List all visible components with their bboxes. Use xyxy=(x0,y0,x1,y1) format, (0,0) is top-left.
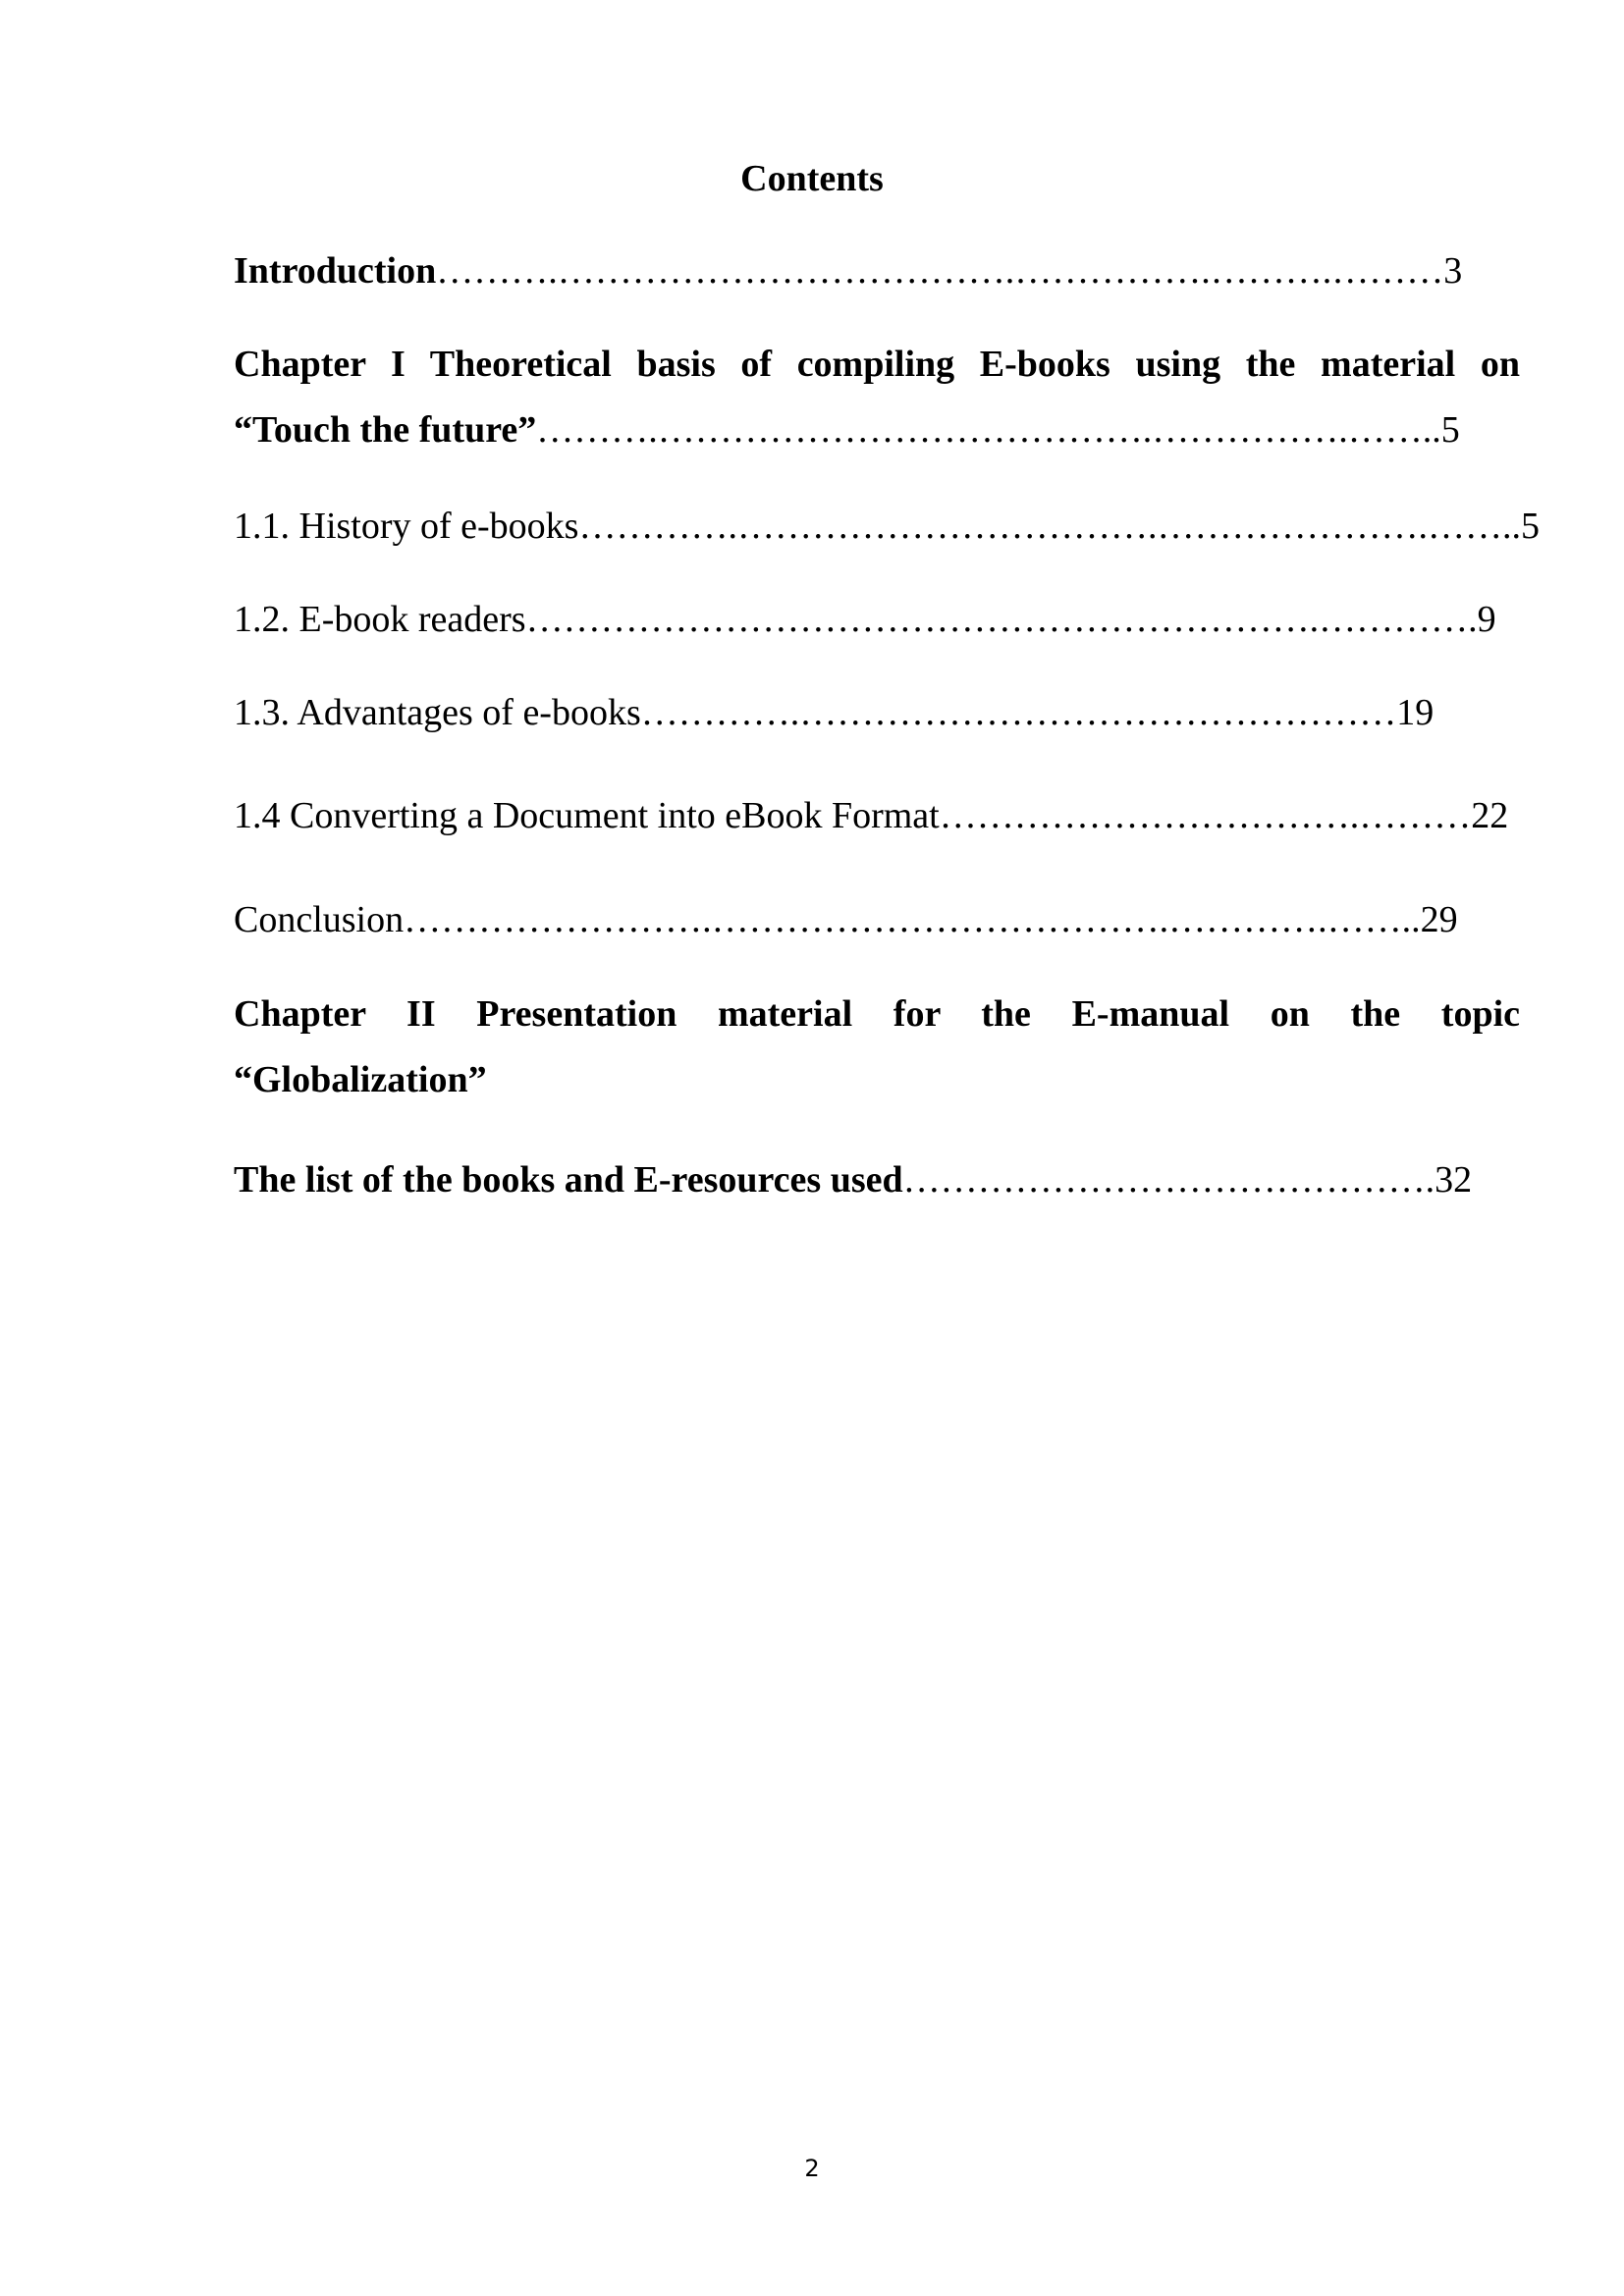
toc-entry-title-line: Chapter I Theoretical basis of compiling E-books using the material on xyxy=(234,344,1520,385)
toc-entry-title: “Touch the future” xyxy=(234,409,537,451)
toc-entry-title: Introduction xyxy=(234,250,437,292)
toc-entry-leader: ………….…………………………….………………….……..5 xyxy=(578,506,1540,547)
page-number: 2 xyxy=(804,2155,820,2182)
toc-entry-leader: ……….……………………………….…………….……….………3 xyxy=(436,250,1463,292)
toc-entry-references xyxy=(234,1156,1472,1203)
toc-entry-chapter-2 xyxy=(234,982,1520,1113)
toc-entry-title: 1.3. Advantages of e-books xyxy=(234,692,641,733)
toc-entry-1-2 xyxy=(234,596,1496,643)
toc-entry-leader: ……….………………………………….…………….……..5 xyxy=(536,409,1460,451)
toc-entry-introduction xyxy=(234,247,1462,294)
toc-entry-leader: …………………………….………22 xyxy=(939,795,1509,836)
toc-entry-title: The list of the books and E-resources used xyxy=(234,1159,903,1201)
toc-entry-1-4 xyxy=(234,792,1508,839)
toc-entry-title: 1.2. E-book readers xyxy=(234,599,526,640)
toc-entry-title: Conclusion xyxy=(234,899,405,940)
toc-entry-leader: ……………………………………………………….………….9 xyxy=(525,599,1496,640)
contents-heading: Contents xyxy=(740,158,884,199)
toc-entry-title: 1.4 Converting a Document into eBook Format xyxy=(234,795,940,836)
toc-entry-leader: …………………………………….32 xyxy=(902,1159,1473,1201)
toc-entry-1-3 xyxy=(234,689,1434,736)
toc-entry-conclusion xyxy=(234,896,1458,943)
toc-entry-title: 1.1. History of e-books xyxy=(234,506,579,547)
toc-entry-chapter-1 xyxy=(234,332,1520,463)
toc-entry-leader: ………….…………………………………………19 xyxy=(640,692,1435,733)
toc-entry-title-line: Chapter II Presentation material for the E-manual on the topic xyxy=(234,993,1520,1035)
toc-entry-leader: …………………….……………………………….………….……..29 xyxy=(404,899,1458,940)
toc-entry-1-1 xyxy=(234,503,1540,550)
toc-entry-title: “Globalization” xyxy=(234,1059,487,1100)
